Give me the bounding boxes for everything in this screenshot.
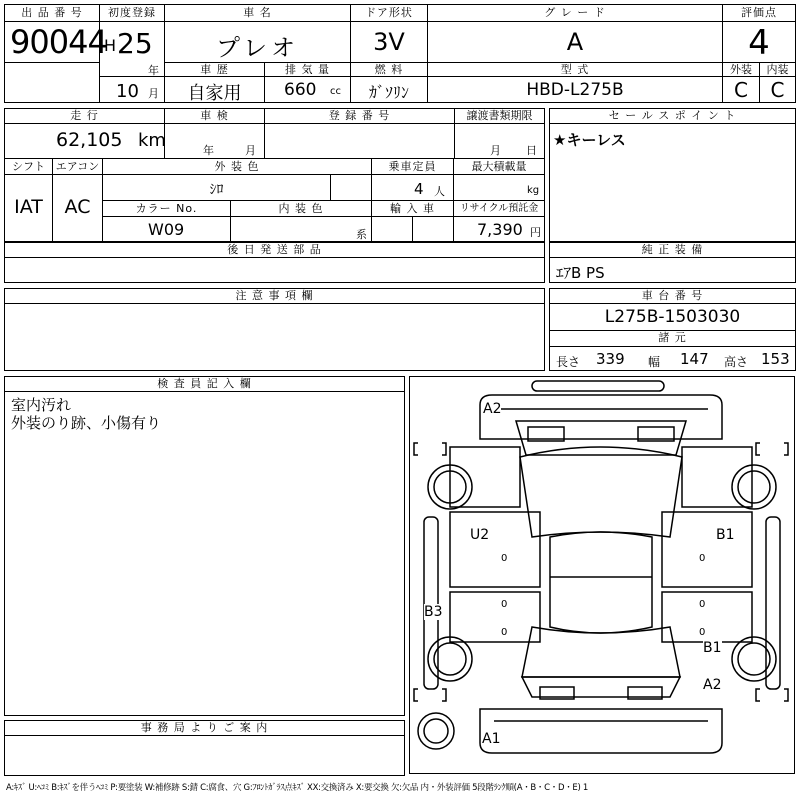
displacement-label: 排 気 量 [285, 63, 330, 76]
recycle-unit: 円 [530, 226, 541, 239]
mark-u2: U2 [470, 527, 490, 543]
displacement-value: 660 [284, 80, 317, 100]
inspection-year-unit: 年 [203, 144, 214, 157]
office-label: 事 務 局 よ り ご 案 内 [140, 721, 269, 734]
import-label: 輸 入 車 [390, 202, 435, 215]
transfer-month-unit: 月 [490, 144, 501, 157]
mark-b1-right: B1 [716, 527, 735, 543]
length-label: 長さ [556, 355, 581, 369]
mileage-label: 走 行 [70, 109, 99, 122]
model-value: HBD-L275B [526, 80, 624, 100]
grade-label: グ レ ー ド [544, 6, 606, 19]
int-color-label: 内 装 色 [278, 202, 324, 215]
mark-a1: A1 [482, 731, 501, 747]
color-no-value: W09 [148, 220, 185, 239]
score-label: 評価点 [741, 6, 777, 19]
genuine-text: ｴｱB PS [556, 264, 605, 282]
selling-points-label: セ ー ル ス ポ イ ン ト [608, 109, 737, 122]
chassis-number: L275B-1503030 [604, 307, 741, 327]
ext-color-label: 外 装 色 [214, 160, 260, 173]
reg-number-label: 登 録 番 号 [328, 109, 391, 122]
height-label: 高さ [724, 355, 749, 369]
selling-points-text: ★キーレス [553, 131, 626, 149]
ext-grade-value: C [734, 78, 748, 102]
shift-value: IAT [14, 196, 43, 218]
month-unit: 月 [148, 87, 159, 100]
car-name-label: 車 名 [243, 6, 272, 19]
mark-b1-lower: B1 [703, 640, 722, 656]
transfer-label: 譲渡書類期限 [466, 109, 533, 122]
fuel-value: ｶﾞｿﾘﾝ [368, 83, 409, 102]
zero-mark: 0 [699, 627, 706, 638]
recycle-label: リサイクル預託金 [459, 203, 539, 214]
zero-mark: 0 [501, 599, 508, 610]
height-value: 153 [761, 350, 790, 368]
int-color-unit: 系 [356, 228, 367, 241]
capacity-value: 4 [414, 180, 424, 198]
recycle-value: 7,390 [477, 220, 523, 239]
inspection-label: 車 検 [200, 109, 229, 122]
ext-color-value: ｼﾛ [209, 182, 224, 198]
later-parts-label: 後 日 発 送 部 品 [227, 243, 322, 256]
int-grade-value: C [770, 78, 785, 102]
dims-label: 諸 元 [658, 331, 687, 344]
door-label: ドア形状 [365, 6, 413, 19]
zero-mark: 0 [699, 553, 706, 564]
fuel-label: 燃 料 [374, 63, 404, 76]
era-prefix: H [104, 36, 117, 55]
door-value: 3V [373, 28, 405, 56]
int-grade-label: 内装 [766, 63, 789, 76]
mileage-unit: km [138, 130, 166, 151]
capacity-label: 乗車定員 [388, 160, 437, 173]
displacement-unit: cc [330, 86, 341, 97]
history-label: 車 歴 [200, 63, 229, 76]
mark-b3: B3 [424, 604, 443, 620]
width-value: 147 [680, 350, 709, 368]
history-value: 自家用 [187, 83, 242, 104]
color-no-label: カラー No. [135, 202, 198, 215]
ac-label: エアコン [55, 160, 100, 173]
mileage-value: 62,105 [56, 129, 123, 151]
shift-label: シフト [12, 160, 45, 173]
max-load-label: 最大積載量 [471, 160, 527, 173]
inspector-line-1: 室内汚れ [11, 396, 72, 414]
model-label: 型 式 [560, 63, 590, 76]
mark-a2-top: A2 [483, 401, 502, 417]
lot-number: 90044 [10, 23, 107, 61]
zero-mark: 0 [501, 627, 508, 638]
capacity-unit: 人 [434, 185, 445, 198]
genuine-label: 純 正 装 備 [641, 243, 704, 256]
first-reg-label: 初度登録 [108, 6, 156, 19]
chassis-label: 車 台 番 号 [641, 289, 704, 302]
car-outline-icon [410, 377, 794, 773]
inspector-label: 検 査 員 記 入 欄 [157, 377, 252, 390]
mark-a2-bottom: A2 [703, 677, 722, 693]
score-value: 4 [748, 23, 770, 63]
zero-mark: 0 [501, 553, 508, 564]
width-label: 幅 [648, 355, 661, 369]
grade-value: A [566, 28, 584, 56]
legend-text: A:ｷｽﾞ U:ﾍｺﾐ B:ｷｽﾞを伴うﾍｺﾐ P:要塗装 W:補修跡 S:錆 C:腐食、穴 G:ﾌﾛﾝﾄｶﾞﾗｽ点ｷｽﾞ XX:交換済み X:要交換 欠:欠品 内・外装評価 5段階ﾗﾝｸ順(A・B・C・D・E) 1 [6, 783, 589, 793]
car-name: プレオ [215, 34, 300, 62]
notes-label: 注 意 事 項 欄 [235, 289, 314, 302]
car-damage-diagram [409, 376, 795, 774]
ext-grade-label: 外装 [730, 63, 752, 76]
reg-year: 25 [117, 27, 153, 60]
year-unit: 年 [148, 64, 159, 77]
reg-month: 10 [116, 81, 139, 102]
lot-label: 出 品 番 号 [21, 6, 83, 19]
inspector-line-2: 外装のり跡、小傷有り [11, 414, 162, 432]
length-value: 339 [596, 350, 625, 368]
inspection-month-unit: 月 [245, 144, 256, 157]
transfer-day-unit: 日 [526, 144, 537, 157]
zero-mark: 0 [699, 599, 706, 610]
max-load-unit: kg [527, 185, 540, 196]
ac-value: AC [64, 196, 91, 218]
